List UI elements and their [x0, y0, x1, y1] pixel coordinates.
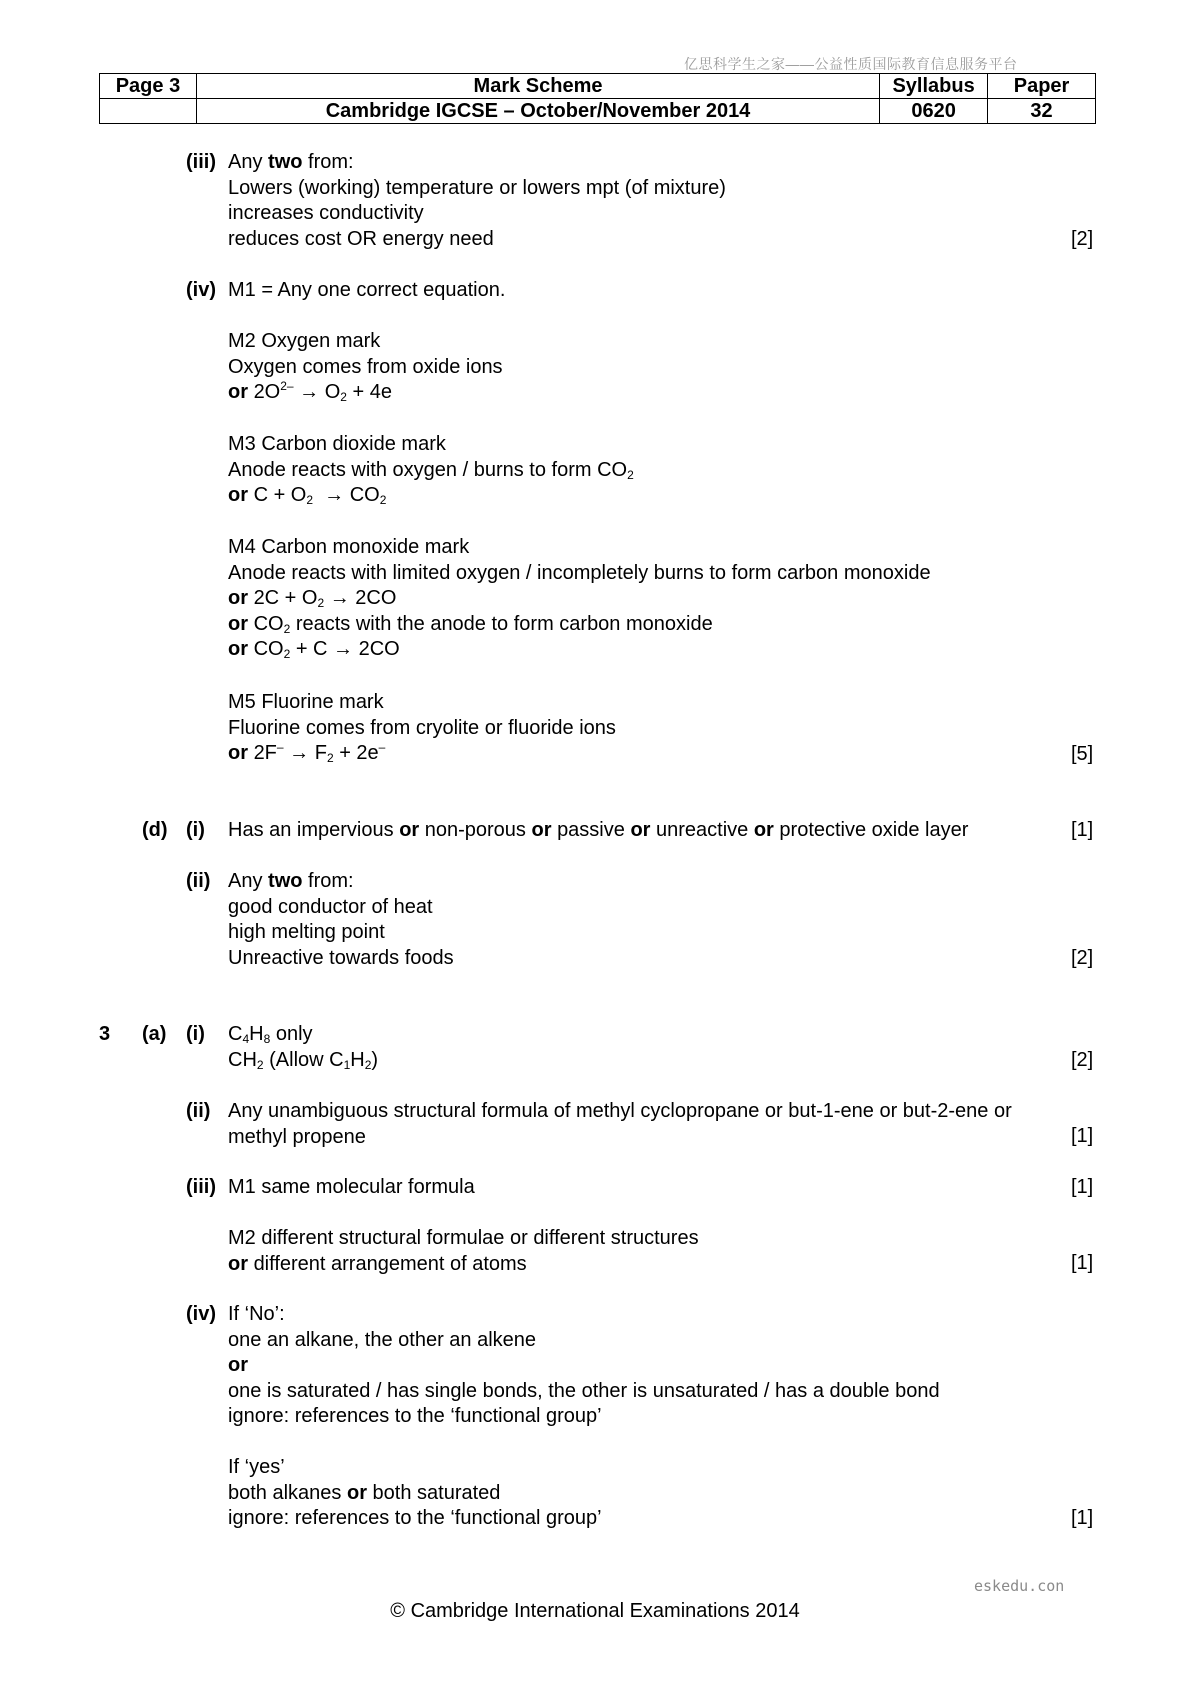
part-label-a-iv: (iv) — [186, 1303, 216, 1325]
answer-a-i — [228, 1022, 378, 1073]
answer-line: Any unambiguous structural formula of methyl cyclopropane or but-1-ene or but-2-ene or — [228, 1100, 1012, 1122]
answer-line: Lowers (working) temperature or lowers mpt (of mixture) — [228, 176, 726, 199]
answer-line: M3 Carbon dioxide mark — [228, 433, 446, 455]
answer-line: M2 Oxygen mark — [228, 330, 381, 352]
copyright-footer: © Cambridge International Examinations 2014 — [390, 1600, 800, 1622]
syllabus-label: Syllabus — [880, 74, 988, 99]
answer-a-ii — [228, 1099, 1012, 1150]
answer-line: M1 = Any one correct equation. — [228, 279, 506, 301]
answer-iv-m2 — [228, 329, 503, 406]
mark-iv: [5] — [1071, 743, 1094, 765]
watermark-top: 亿思科学生之家——公益性质国际教育信息服务平台 — [684, 56, 1018, 72]
answer-line: M2 different structural formulae or different structures — [228, 1227, 699, 1249]
answer-a-iv-yes — [228, 1455, 602, 1532]
answer-line: or — [228, 1354, 248, 1377]
equation-line: or $2C + O_2 \to 2CO$ — [228, 587, 397, 611]
equation-line: or $2O^{2-} \to O_2 + 4e$ — [228, 379, 393, 405]
part-label-d: (d) — [142, 819, 168, 841]
answer-d-ii — [228, 869, 454, 971]
document-title: Mark Scheme — [196, 74, 879, 99]
answer-line: Any two from: — [228, 870, 354, 892]
answer-line: M4 Carbon monoxide mark — [228, 536, 470, 558]
answer-line: Oxygen comes from oxide ions — [228, 355, 503, 378]
formula-line: $C_4H_8$ only — [228, 1023, 313, 1046]
answer-line: good conductor of heat — [228, 895, 433, 918]
part-label-d-ii: (ii) — [186, 870, 211, 892]
answer-line: one an alkane, the other an alkene — [228, 1328, 537, 1351]
answer-line: ignore: references to the ‘functional group’ — [228, 1507, 602, 1530]
exam-name: Cambridge IGCSE – October/November 2014 — [196, 99, 879, 124]
header-table — [99, 73, 1096, 124]
answer-line: Unreactive towards foods — [228, 946, 454, 969]
part-label-d-i: (i) — [186, 819, 205, 841]
answer-d-i — [228, 818, 968, 844]
page-number: Page 3 — [100, 74, 197, 99]
answer-line: Fluorine comes from cryolite or fluoride ions — [228, 716, 616, 739]
mark-a-iii-m2: [1] — [1071, 1252, 1094, 1274]
answer-line: one is saturated / has single bonds, the other is unsaturated / has a double bond — [228, 1379, 940, 1402]
watermark-bottom: eskedu.con — [974, 1577, 1065, 1595]
mark-d-ii: [2] — [1071, 947, 1094, 969]
part-label-iv: (iv) — [186, 279, 216, 301]
answer-line: Any two from: — [228, 151, 354, 173]
equation-line: or $CO_2 + C \to 2CO$ — [228, 638, 400, 662]
answer-a-iii-m2 — [228, 1226, 699, 1277]
syllabus-code: 0620 — [880, 99, 988, 124]
answer-line: methyl propene — [228, 1125, 366, 1148]
answer-a-iv — [228, 1302, 940, 1430]
answer-line: Anode reacts with limited oxygen / incompletely burns to form carbon monoxide — [228, 561, 931, 584]
mark-a-iv: [1] — [1071, 1507, 1094, 1529]
answer-line: ignore: references to the ‘functional group’ — [228, 1405, 602, 1428]
answer-line: M1 same molecular formula — [228, 1176, 475, 1198]
mark-a-ii: [1] — [1071, 1125, 1094, 1147]
answer-line: If ‘No’: — [228, 1303, 285, 1325]
header-empty-cell — [100, 99, 197, 124]
answer-line: reduces cost OR energy need — [228, 227, 494, 250]
part-label-a-i: (i) — [186, 1023, 205, 1045]
question-number-3: 3 — [99, 1023, 111, 1045]
answer-iv-m4 — [228, 535, 931, 663]
answer-line: increases conductivity — [228, 202, 424, 225]
formula-line: $CH_2$ (Allow $C_1H_2$) — [228, 1048, 379, 1072]
answer-line: or different arrangement of atoms — [228, 1252, 527, 1275]
part-label-a-ii: (ii) — [186, 1100, 211, 1122]
answer-iii — [228, 150, 726, 252]
mark-a-iii-m1: [1] — [1071, 1176, 1094, 1198]
equation-line: or $2F^- \to F_2 + 2e^-$ — [228, 740, 386, 766]
answer-line: high melting point — [228, 921, 385, 944]
part-label-a-iii: (iii) — [186, 1176, 216, 1198]
mark-iii: [2] — [1071, 228, 1094, 250]
mark-d-i: [1] — [1071, 819, 1094, 841]
answer-iv — [228, 278, 505, 304]
answer-a-iii-m1 — [228, 1175, 475, 1201]
mark-a-i: [2] — [1071, 1049, 1094, 1071]
answer-line: If ‘yes’ — [228, 1456, 285, 1478]
equation-line: or $C + O_2 \to CO_2$ — [228, 484, 387, 508]
answer-iv-m3 — [228, 432, 634, 509]
answer-line: or $CO_2$ reacts with the anode to form carbon monoxide — [228, 612, 713, 636]
answer-iv-m5 — [228, 690, 616, 767]
part-label-a: (a) — [142, 1023, 167, 1045]
answer-line: Has an impervious or non-porous or passive or unreactive or protective oxide layer — [228, 819, 969, 841]
answer-line: Anode reacts with oxygen / burns to form $CO_2$ — [228, 458, 634, 482]
answer-line: both alkanes or both saturated — [228, 1481, 501, 1504]
part-label-iii: (iii) — [186, 151, 216, 173]
answer-line: M5 Fluorine mark — [228, 691, 384, 713]
paper-number: 32 — [988, 99, 1096, 124]
paper-label: Paper — [988, 74, 1096, 99]
